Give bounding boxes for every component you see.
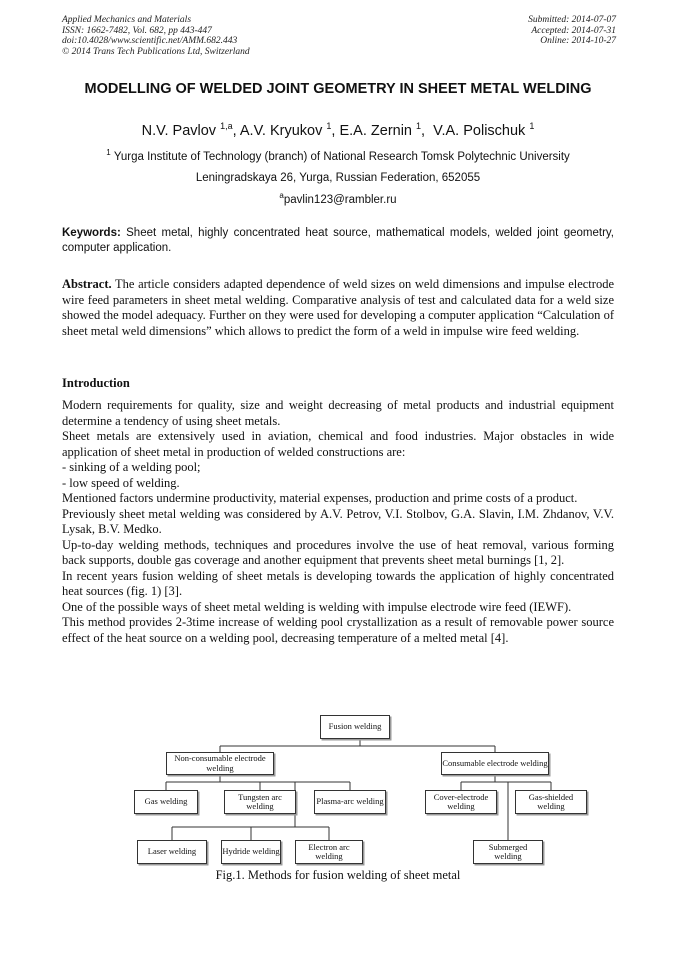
journal-name: Applied Mechanics and Materials [62, 15, 192, 25]
keywords [62, 226, 614, 255]
author-email[interactable]: pavlin123@rambler.ru [283, 194, 397, 206]
paper-title: MODELLING OF WELDED JOINT GEOMETRY IN SHEET METAL WELDING [84, 81, 592, 97]
hydride-welding-box: Hydride welding [221, 840, 281, 864]
journal-header [62, 15, 250, 57]
abstract-label: Abstract. [62, 277, 112, 291]
plasma-arc-box: Plasma-arc welding [314, 790, 386, 814]
paragraph: This method provides 2-3time increase of welding pool crystallization as a result of removable power source effect of the heat source on a welding pool, decreasing temperature of a melted metal [4]. [62, 615, 614, 645]
fusion-welding-box: Fusion welding [320, 715, 390, 739]
gas-shielded-box: Gas-shielded welding [515, 790, 587, 814]
gas-welding-box: Gas welding [134, 790, 198, 814]
submitted-date: Submitted: 2014-07-07 [528, 15, 616, 25]
consumable-electrode-box: Consumable electrode welding [441, 752, 549, 775]
paragraph: Sheet metals are extensively used in aviation, chemical and food industries. Major obstacles in wide application of sheet metal in production of welded constructions are: [62, 429, 614, 459]
tungsten-arc-box: Tungsten arc welding [224, 790, 296, 814]
author-affiliation-mark: 1 [326, 121, 332, 131]
journal-doi: doi:10.4028/www.scientific.net/AMM.682.443 [62, 36, 238, 47]
paragraph: One of the possible ways of sheet metal welding is welding with impulse electrode wire feed (IEWF). [62, 599, 572, 614]
author-affiliation-mark: 1 [416, 121, 422, 131]
laser-welding-box: Laser welding [137, 840, 207, 864]
author-affiliation-mark: 1 [529, 121, 535, 131]
dates-header [528, 15, 616, 47]
fusion-welding-diagram [120, 712, 574, 870]
affiliation-address: Leningradskaya 26, Yurga, Russian Federation, 652055 [195, 172, 481, 184]
email-mark: a [279, 191, 284, 200]
list-item: - low speed of welding. [62, 475, 180, 490]
submerged-welding-box: Submerged welding [473, 840, 543, 864]
figure-caption: Fig.1. Methods for fusion welding of sheet metal [215, 868, 461, 882]
paragraph: In recent years fusion welding of sheet metals is developing towards the application of highly concentrated heat sources (fig. 1) [3]. [62, 568, 614, 598]
journal-issn: ISSN: 1662-7482, Vol. 682, pp 443-447 [62, 25, 212, 36]
abstract [62, 277, 614, 339]
author-list: N.V. Pavlov $^{1,a}$, A.V. Kryukov $^1$, E.A. Zernin $^1$, V.A. Polischuk $^1$ [141, 121, 535, 139]
author-name: A.V. Kryukov [239, 123, 323, 139]
online-date: Online: 2014-10-27 [540, 36, 616, 47]
author-name: V.A. Polischuk [433, 123, 526, 139]
paragraph: Previously sheet metal welding was considered by A.V. Petrov, V.I. Stolbov, G.A. Slavin, I.M. Zhdanov, V.V. Lysak, B.V. Medko. [62, 506, 614, 536]
section-heading: Introduction [62, 376, 130, 390]
author-affiliation-mark: 1,a [220, 121, 233, 131]
accepted-date: Accepted: 2014-07-31 [531, 25, 616, 36]
paragraph: Modern requirements for quality, size and weight decreasing of metal products and industrial equipment determine a tendency of using sheet metals. [62, 398, 614, 428]
abstract-text: The article considers adapted dependence of weld sizes on weld dimensions and impulse electrode wire feed parameters in sheet metal welding. Comparative analysis of test and calculated data for a weld size showed the model adequacy. Further on they were used for developing a computer application “Calculation of sheet metal weld dimensions” which allows to predict the form of a weld in impulse wire feed welding. [62, 277, 614, 338]
introduction-body [62, 398, 614, 646]
keywords-text: Sheet metal, highly concentrated heat source, mathematical models, welded joint geometry, computer application. [62, 227, 614, 254]
affiliation-line [62, 149, 614, 165]
keywords-label: Keywords: [62, 227, 121, 239]
email-line [62, 192, 614, 208]
journal-copyright: © 2014 Trans Tech Publications Ltd, Switzerland [62, 46, 250, 57]
non-consumable-electrode-box: Non-consumable electrode welding [166, 752, 274, 775]
author-name: N.V. Pavlov [141, 123, 217, 139]
cover-electrode-box: Cover-electrode welding [425, 790, 497, 814]
paragraph: Up-to-day welding methods, techniques and procedures involve the use of heat removal, various forming back supports, double gas coverage and another equipment that prevents sheet metal burnings [1, 2]. [62, 537, 614, 567]
author-name: E.A. Zernin [339, 123, 412, 139]
paragraph: Mentioned factors undermine productivity, material expenses, production and prime costs of a product. [62, 491, 578, 505]
affiliation-institution: Yurga Institute of Technology (branch) of National Research Tomsk Polytechnic University [113, 151, 570, 163]
electron-arc-box: Electron arc welding [295, 840, 363, 864]
affiliation-mark: 1 [106, 148, 111, 157]
list-item: - sinking of a welding pool; [62, 460, 201, 474]
